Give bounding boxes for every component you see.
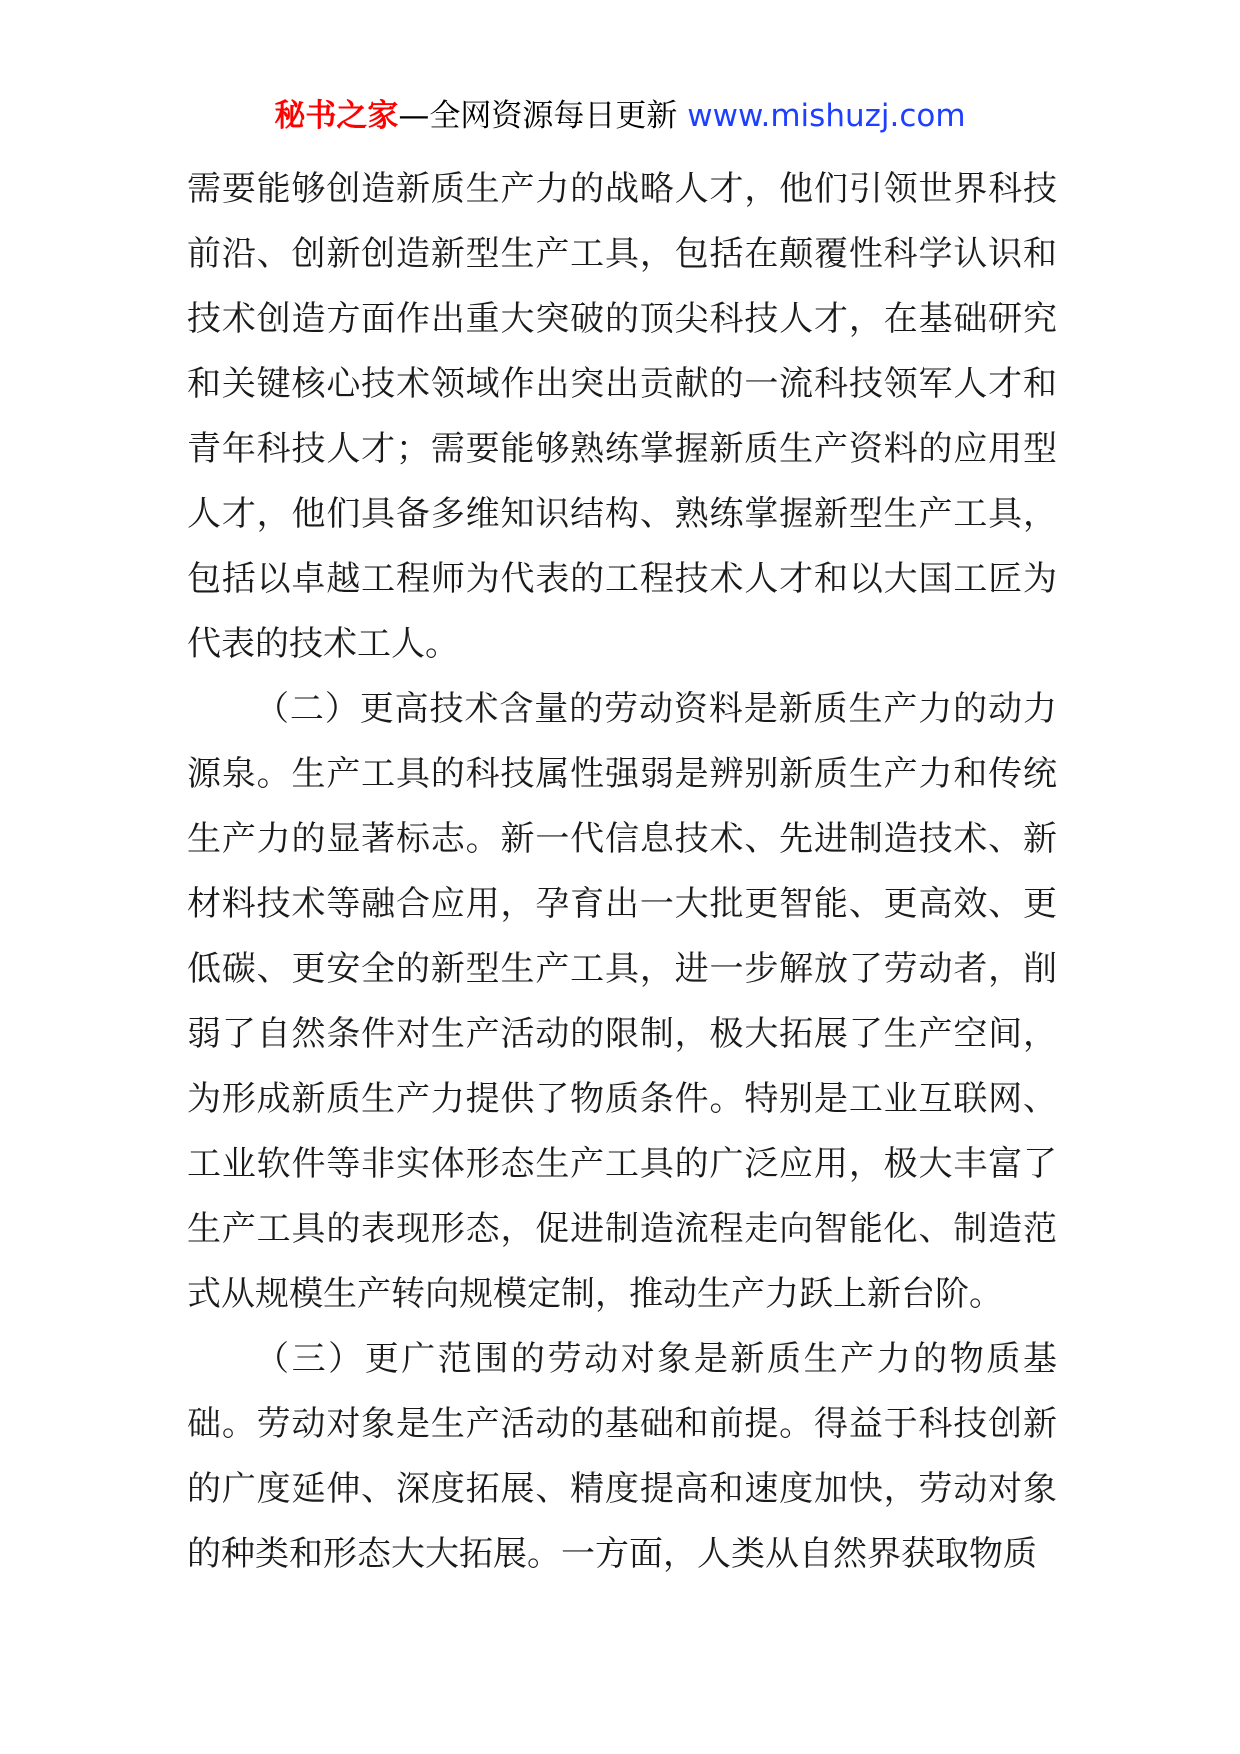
document-body <box>187 157 1057 1587</box>
brand-name: 秘书之家 <box>274 98 399 134</box>
page-header <box>0 96 1240 136</box>
header-tagline: —全网资源每日更新 <box>398 98 688 134</box>
paragraph-labor-materials: （二）更高技术含量的劳动资料是新质生产力的动力源泉。生产工具的科技属性强弱是辨别新质生产力和传统生产力的显著标志。新一代信息技术、先进制造技术、新材料技术等融合应用，孕育出一大批更智能、更高效、更低碳、更安全的新型生产工具，进一步解放了劳动者，削弱了自然条件对生产活动的限制，极大拓展了生产空间，为形成新质生产力提供了物质条件。特别是工业互联网、工业软件等非实体形态生产工具的广泛应用，极大丰富了生产工具的表现形态，促进制造流程走向智能化、制造范式从规模生产转向规模定制，推动生产力跃上新台阶。 <box>187 689 1057 1314</box>
site-url-link[interactable]: www.mishuzj.com <box>687 98 966 134</box>
paragraph-talent-continuation: 需要能够创造新质生产力的战略人才，他们引领世界科技前沿、创新创造新型生产工具，包括在颠覆性科学认识和技术创造方面作出重大突破的顶尖科技人才，在基础研究和关键核心技术领域作出突出贡献的一流科技领军人才和青年科技人才；需要能够熟练掌握新质生产资料的应用型人才，他们具备多维知识结构、熟练掌握新型生产工具，包括以卓越工程师为代表的工程技术人才和以大国工匠为代表的技术工人。 <box>187 169 1057 664</box>
paragraph-labor-objects: （三）更广范围的劳动对象是新质生产力的物质基础。劳动对象是生产活动的基础和前提。得益于科技创新的广度延伸、深度拓展、精度提高和速度加快，劳动对象的种类和形态大大拓展。一方面，人类从自然界获取物质 <box>187 1339 1057 1574</box>
